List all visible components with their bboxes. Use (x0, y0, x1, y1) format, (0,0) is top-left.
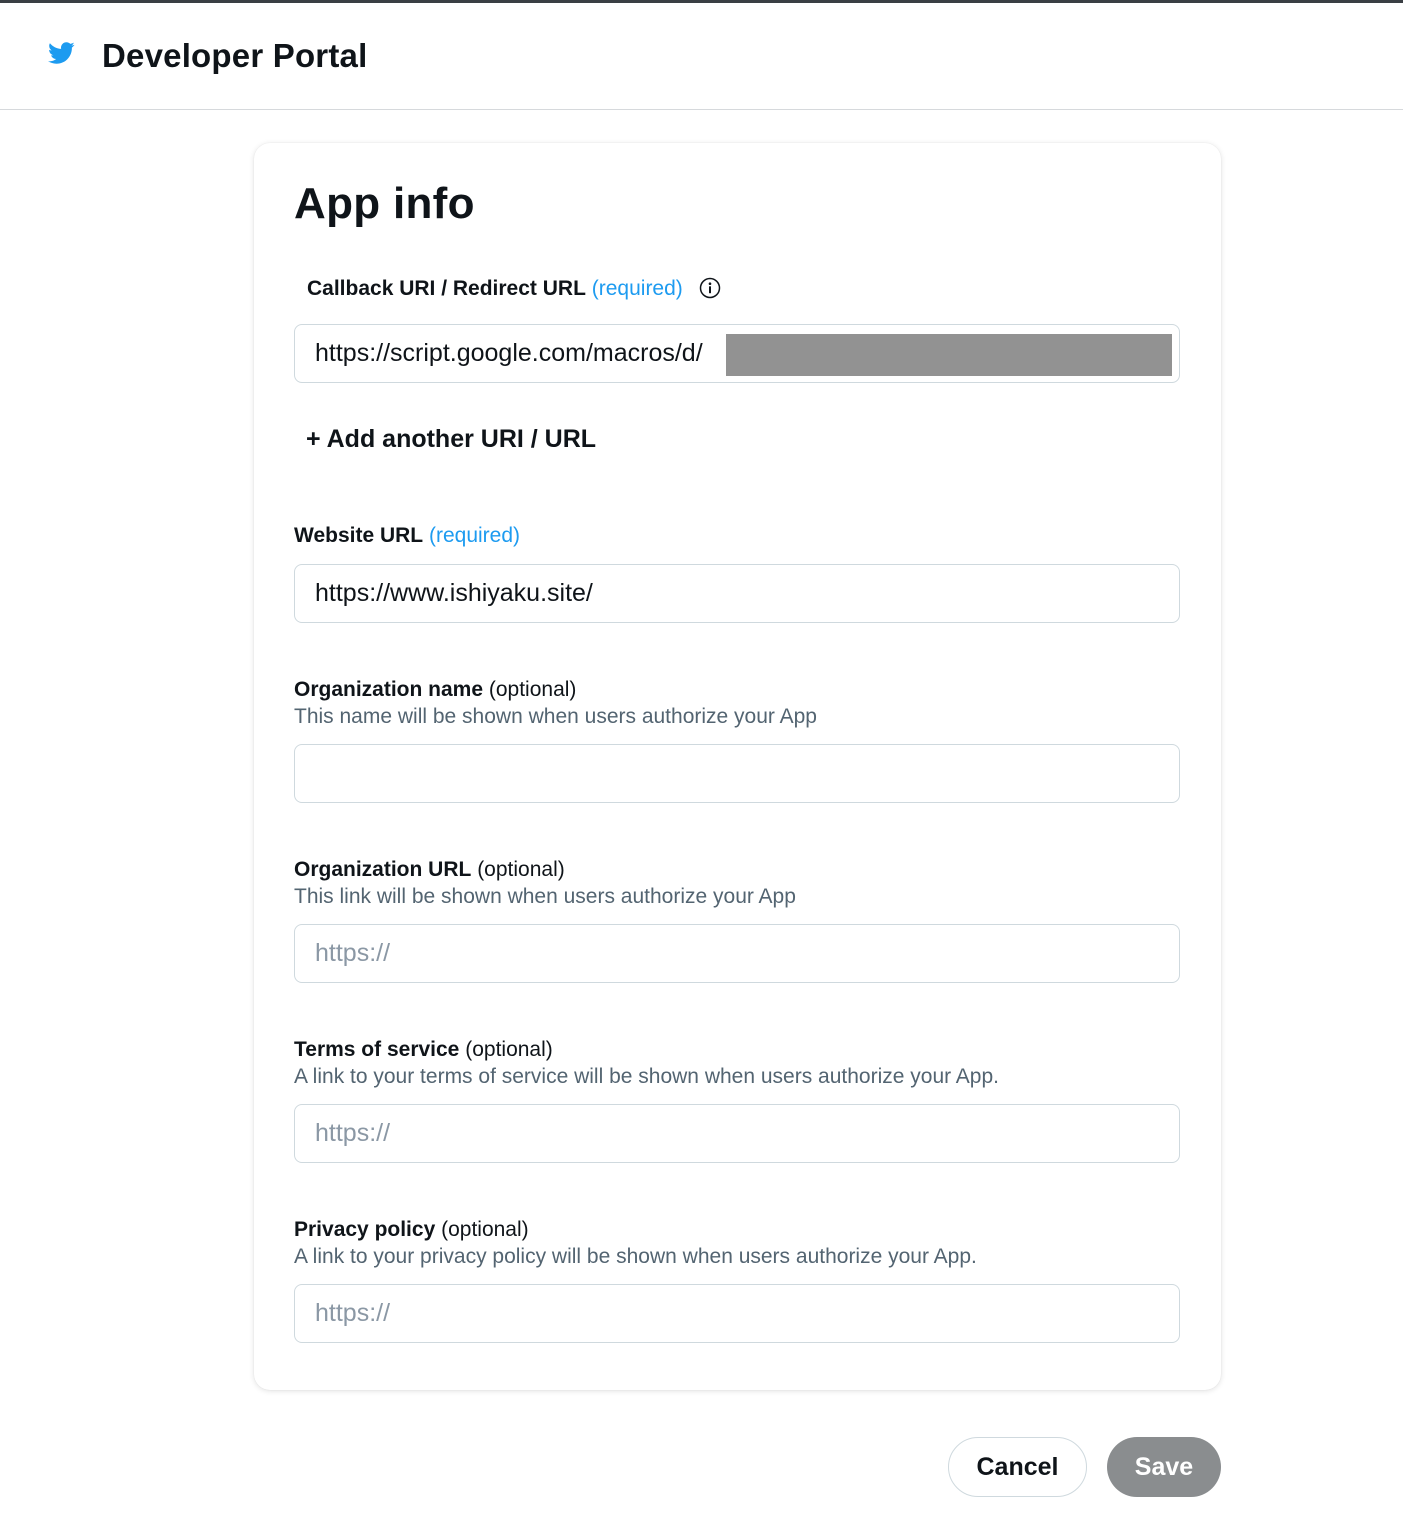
website-url-field (294, 564, 1180, 623)
page-title: App info (294, 179, 475, 228)
terms-label (294, 1038, 553, 1062)
optional-tag: (optional) (488, 678, 577, 701)
org-name-label-text: Organization name (294, 678, 484, 701)
org-name-input[interactable] (295, 745, 1179, 802)
app-info-card (254, 143, 1221, 1390)
website-url-label (294, 524, 520, 548)
privacy-input[interactable] (295, 1285, 1179, 1342)
required-tag: (required) (591, 277, 683, 300)
org-url-field (294, 924, 1180, 983)
terms-label-text: Terms of service (294, 1038, 460, 1061)
callback-url-label (307, 277, 721, 301)
terms-input[interactable] (295, 1105, 1179, 1162)
redacted-block (726, 334, 1172, 376)
twitter-bird-icon (44, 39, 78, 67)
org-name-field (294, 744, 1180, 803)
website-url-label-text: Website URL (294, 524, 424, 547)
save-button[interactable]: Save (1107, 1437, 1221, 1497)
cancel-button[interactable]: Cancel (948, 1437, 1087, 1497)
brand-title: Developer Portal (102, 37, 368, 74)
required-tag: (required) (428, 524, 521, 547)
callback-url-field (294, 324, 1180, 383)
privacy-field (294, 1284, 1180, 1343)
privacy-help: A link to your privacy policy will be shown when users authorize your App. (294, 1245, 977, 1268)
optional-tag: (optional) (441, 1218, 529, 1241)
org-name-help: This name will be shown when users authorize your App (294, 705, 817, 728)
terms-help: A link to your terms of service will be shown when users authorize your App. (294, 1065, 999, 1088)
privacy-label (294, 1218, 529, 1242)
optional-tag: (optional) (477, 858, 565, 881)
website-url-input[interactable] (295, 565, 1179, 622)
org-url-input[interactable] (295, 925, 1179, 982)
org-url-label-text: Organization URL (294, 858, 472, 881)
privacy-label-text: Privacy policy (294, 1218, 436, 1241)
optional-tag: (optional) (465, 1038, 553, 1061)
info-icon[interactable] (699, 277, 721, 299)
org-url-label (294, 858, 565, 882)
header (0, 3, 1403, 110)
org-url-help: This link will be shown when users authorize your App (294, 885, 796, 908)
add-another-uri-button[interactable]: + Add another URI / URL (306, 425, 597, 453)
org-name-label (294, 678, 576, 702)
callback-url-label-text: Callback URI / Redirect URL (307, 277, 586, 300)
terms-field (294, 1104, 1180, 1163)
